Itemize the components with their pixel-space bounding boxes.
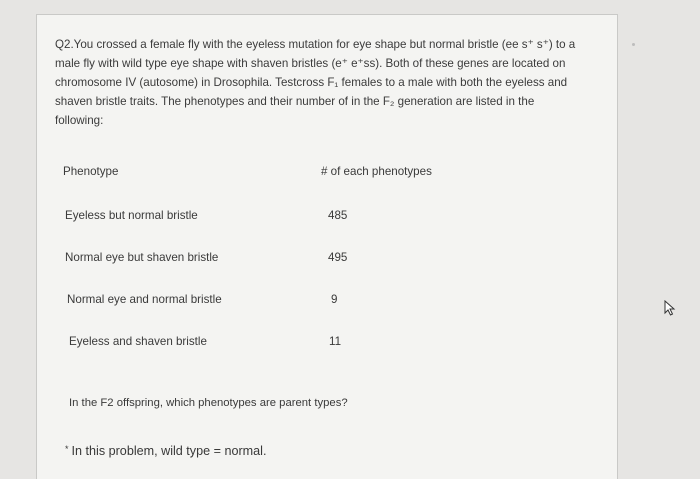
table-row [37,293,617,313]
phenotype-cell: Normal eye and normal bristle [67,293,222,306]
count-cell: 495 [328,251,348,264]
phenotype-cell: Normal eye but shaven bristle [65,251,219,264]
wild-type-note [65,444,266,458]
column-header-phenotype: Phenotype [63,165,119,178]
count-cell: 9 [331,293,338,306]
table-row [37,251,617,271]
question-line: chromosome IV (autosome) in Drosophila. Testcross F₁ females to a male with both the eyeless and [55,76,568,89]
question-text [55,35,601,130]
phenotype-cell: Eyeless but normal bristle [65,209,198,222]
count-cell: 11 [329,335,342,348]
table-row [37,209,617,229]
offspring-question: In the F2 offspring, which phenotypes are parent types? [69,397,348,409]
question-line: Q2.You crossed a female fly with the eyeless mutation for eye shape but normal bristle (ee s⁺ s⁺) to a [55,38,576,51]
mouse-pointer-icon [663,300,679,316]
count-cell: 485 [328,209,348,222]
question-line: male fly with wild type eye shape with shaven bristles (e⁺ e⁺ss). Both of these genes are located on [55,57,566,70]
note-asterisk: * [65,444,69,454]
question-line: following: [55,114,104,127]
table-header-row [37,165,617,185]
question-line: shaven bristle traits. The phenotypes and their number of in the F₂ generation are listed in the [55,95,535,108]
page-dot [632,43,635,46]
column-header-count: # of each phenotypes [321,165,432,178]
question-card [36,14,618,479]
note-text: In this problem, wild type = normal. [71,444,267,458]
table-row [37,335,617,355]
phenotype-cell: Eyeless and shaven bristle [69,335,207,348]
